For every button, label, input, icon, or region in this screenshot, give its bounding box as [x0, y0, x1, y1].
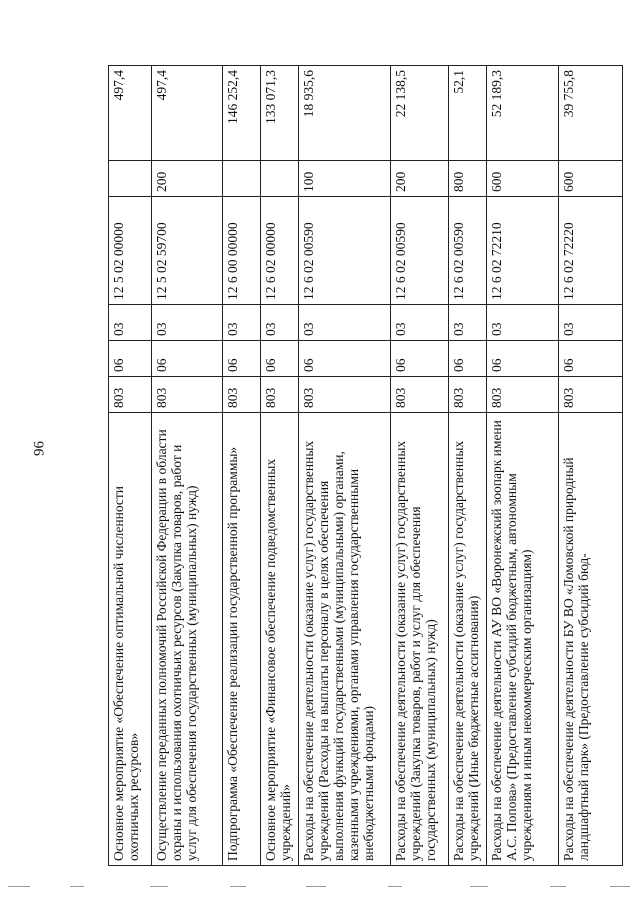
row-amount: 146 252,4 [223, 66, 261, 161]
row-description: Подпрограмма «Обеспечение реализации государственной программы» [223, 413, 261, 866]
budget-table [108, 65, 623, 866]
row-ministry-code: 803 [152, 377, 223, 413]
row-amount: 52 189,3 [487, 66, 559, 161]
table-row [391, 66, 449, 866]
scan-mark [230, 886, 246, 887]
row-target-code: 12 6 02 00000 [261, 197, 299, 305]
table-row [487, 66, 559, 866]
rotated-table-container [108, 66, 622, 866]
row-ministry-code: 803 [299, 377, 391, 413]
row-description: Расходы на обеспечение деятельности (оказание услуг) государственных учреждений (Закупка товаров, работ и услуг для обеспечения государственных (муниципальных) нужд) [391, 413, 449, 866]
row-expense-type [109, 161, 152, 197]
scan-mark [610, 886, 630, 887]
scan-mark [8, 886, 30, 887]
row-section-code: 06 [261, 341, 299, 377]
row-target-code: 12 5 02 00000 [109, 197, 152, 305]
row-expense-type: 200 [391, 161, 449, 197]
row-subsection-code: 03 [152, 305, 223, 341]
row-expense-type: 600 [559, 161, 623, 197]
row-description: Расходы на обеспечение деятельности БУ ВО «Ломовской природный ландшафтный парк» (Предоставление субсидий бюд- [559, 413, 623, 866]
row-ministry-code: 803 [261, 377, 299, 413]
budget-table-body [109, 66, 623, 866]
row-subsection-code: 03 [449, 305, 487, 341]
row-subsection-code: 03 [223, 305, 261, 341]
row-target-code: 12 5 02 59700 [152, 197, 223, 305]
row-ministry-code: 803 [109, 377, 152, 413]
row-expense-type [223, 161, 261, 197]
row-description: Расходы на обеспечение деятельности АУ ВО «Воронежский зоопарк имени А.С. Попова» (Предоставление субсидий бюджетным, автономным учреждениям и иным некоммерческим организациям) [487, 413, 559, 866]
row-section-code: 06 [391, 341, 449, 377]
row-expense-type: 100 [299, 161, 391, 197]
page-number [20, 440, 60, 457]
table-row [299, 66, 391, 866]
table-row [449, 66, 487, 866]
table-row [261, 66, 299, 866]
row-expense-type: 800 [449, 161, 487, 197]
row-ministry-code: 803 [449, 377, 487, 413]
row-expense-type [261, 161, 299, 197]
row-description: Основное мероприятие «Финансовое обеспечение подведомственных учреждений» [261, 413, 299, 866]
row-amount: 22 138,5 [391, 66, 449, 161]
row-description: Расходы на обеспечение деятельности (оказание услуг) государственных учреждений (Расходы на выплаты персоналу в целях обеспечения выполнения функций государственными (муниципальными) органами, казенными учреждениями, органами управления государственными внебюджетными фондами) [299, 413, 391, 866]
row-description: Основное мероприятие «Обеспечение оптимальной численности охотничьих ресурсов» [109, 413, 152, 866]
row-ministry-code: 803 [559, 377, 623, 413]
row-target-code: 12 6 02 72210 [487, 197, 559, 305]
row-subsection-code: 03 [487, 305, 559, 341]
table-row [152, 66, 223, 866]
table-row [109, 66, 152, 866]
row-amount: 497,4 [152, 66, 223, 161]
row-expense-type: 600 [487, 161, 559, 197]
row-section-code: 06 [152, 341, 223, 377]
row-target-code: 12 6 02 00590 [391, 197, 449, 305]
row-section-code: 06 [449, 341, 487, 377]
row-expense-type: 200 [152, 161, 223, 197]
row-section-code: 06 [109, 341, 152, 377]
page-number-text: 96 [31, 441, 48, 456]
scan-edge-marks [0, 886, 640, 892]
table-row [559, 66, 623, 866]
row-amount: 133 071,3 [261, 66, 299, 161]
table-row [223, 66, 261, 866]
row-ministry-code: 803 [391, 377, 449, 413]
row-target-code: 12 6 02 00590 [449, 197, 487, 305]
row-section-code: 06 [487, 341, 559, 377]
scan-mark [306, 886, 326, 887]
row-target-code: 12 6 02 72220 [559, 197, 623, 305]
row-amount: 18 935,6 [299, 66, 391, 161]
row-subsection-code: 03 [391, 305, 449, 341]
row-description: Осуществление переданных полномочий Российской Федерации в области охраны и использования охотничьих ресурсов (Закупка товаров, работ и услуг для обеспечения государственных (муниципальных) нужд) [152, 413, 223, 866]
row-amount: 52,1 [449, 66, 487, 161]
row-subsection-code: 03 [559, 305, 623, 341]
row-section-code: 06 [299, 341, 391, 377]
scan-mark [388, 886, 402, 887]
row-amount: 497,4 [109, 66, 152, 161]
row-subsection-code: 03 [109, 305, 152, 341]
row-ministry-code: 803 [223, 377, 261, 413]
row-target-code: 12 6 02 00590 [299, 197, 391, 305]
row-section-code: 06 [223, 341, 261, 377]
row-description: Расходы на обеспечение деятельности (оказание услуг) государственных учреждений (Иные бюджетные ассигнования) [449, 413, 487, 866]
row-target-code: 12 6 00 00000 [223, 197, 261, 305]
row-subsection-code: 03 [261, 305, 299, 341]
row-ministry-code: 803 [487, 377, 559, 413]
scan-mark [150, 886, 168, 887]
scan-mark [470, 886, 488, 887]
scan-mark [550, 886, 566, 887]
scan-mark [70, 886, 84, 887]
row-subsection-code: 03 [299, 305, 391, 341]
row-amount: 39 755,8 [559, 66, 623, 161]
row-section-code: 06 [559, 341, 623, 377]
